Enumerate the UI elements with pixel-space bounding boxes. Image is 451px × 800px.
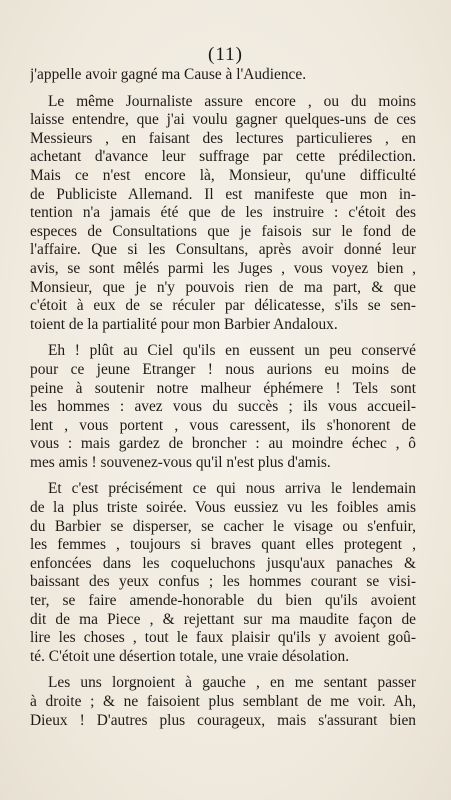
paragraph-gap bbox=[30, 85, 416, 93]
page-number: (11) bbox=[208, 44, 243, 65]
text-line: mes amis ! souvenez-vous qu'il n'est plus d'amis. bbox=[30, 453, 331, 471]
text-line: Messieurs , en faisant des lectures particulieres , en bbox=[30, 129, 416, 147]
text-line: l'affaire. Que si les Consultans, après avoir donné leur bbox=[30, 241, 416, 259]
paragraph-3 bbox=[30, 342, 416, 472]
paragraph-5 bbox=[30, 674, 416, 730]
text-line: les femmes , toujours si braves quant elles protegent , bbox=[30, 536, 416, 554]
text-line: les hommes : avez vous du succès ; ils vous accueil- bbox=[30, 398, 416, 416]
text-line: du Barbier se disperser, se cacher le visage ou s'enfuir, bbox=[30, 517, 416, 535]
text-line: de la plus triste soirée. Vous eussiez vu les foibles amis bbox=[30, 499, 416, 517]
body-text bbox=[30, 66, 416, 730]
text-line: Les uns lorgnoient à gauche , en me sentant passer bbox=[48, 674, 416, 692]
text-line: lent , vous portent , vous caressent, ils s'honorent de bbox=[30, 416, 416, 434]
text-line: c'étoit à eux de se réculer par délicatesse, s'ils se sen- bbox=[30, 297, 416, 315]
text-line: dit de ma Piece , & rejettant sur ma maudite façon de bbox=[30, 610, 416, 628]
text-line: Monsieur, que je n'y pouvois rien de ma part, & que bbox=[30, 278, 416, 296]
paragraph-2 bbox=[30, 93, 416, 335]
text-line: lire les choses , tout le faux plaisir qu'ils y avoient goû- bbox=[30, 629, 416, 647]
paragraph-4 bbox=[30, 480, 416, 666]
text-line: pour ce jeune Etranger ! nous aurions eu moins de bbox=[30, 360, 416, 378]
text-line: ter, se faire amende-honorable du bien qu'ils avoient bbox=[30, 592, 416, 610]
text-line: vous : mais gardez de broncher : au moindre échec , ô bbox=[30, 435, 416, 453]
paragraph-1 bbox=[30, 66, 416, 85]
text-line: Eh ! plût au Ciel qu'ils en eussent un peu conservé bbox=[48, 342, 416, 360]
text-line: Le même Journaliste assure encore , ou du moins bbox=[48, 92, 416, 110]
text-line: Dieux ! D'autres plus courageux, mais s'assurant bien bbox=[30, 711, 416, 729]
text-line: peine à soutenir notre malheur éphémere ! Tels sont bbox=[30, 379, 416, 397]
text-line: enfoncées dans les coqueluchons jusqu'aux panaches & bbox=[30, 554, 416, 572]
text-line: tention n'a jamais été que de les instruire : c'étoit des bbox=[30, 204, 416, 222]
text-line: achetant d'avance leur suffrage par cette prédilection. bbox=[30, 148, 416, 166]
text-line: té. C'étoit une désertion totale, une vraie désolation. bbox=[30, 647, 350, 665]
text-line: especes de Consultations que je faisois sur le fond de bbox=[30, 222, 416, 240]
text-line: j'appelle avoir gagné ma Cause à l'Audience. bbox=[30, 66, 307, 83]
paragraph-gap bbox=[30, 472, 416, 480]
text-line: Mais ce n'est encore là, Monsieur, qu'une difficulté bbox=[30, 166, 416, 184]
text-line: à droite ; & ne faisoient plus semblant de me voir. Ah, bbox=[30, 693, 416, 710]
text-line: avis, se sont mêlés parmi les Juges , vous voyez bien , bbox=[30, 259, 416, 277]
text-line: baissant des yeux confus ; les hommes courant se visi- bbox=[30, 573, 416, 591]
paragraph-gap bbox=[30, 334, 416, 342]
text-line: laisse entendre, que j'ai voulu gagner quelques-uns de ces bbox=[30, 111, 416, 129]
text-line: toient de la partialité pour mon Barbier Andaloux. bbox=[30, 315, 338, 333]
text-line: Et c'est précisément ce qui nous arriva le lendemain bbox=[48, 480, 416, 498]
paragraph-gap bbox=[30, 666, 416, 674]
text-line: de Publiciste Allemand. Il est manifeste que mon in- bbox=[30, 185, 416, 203]
